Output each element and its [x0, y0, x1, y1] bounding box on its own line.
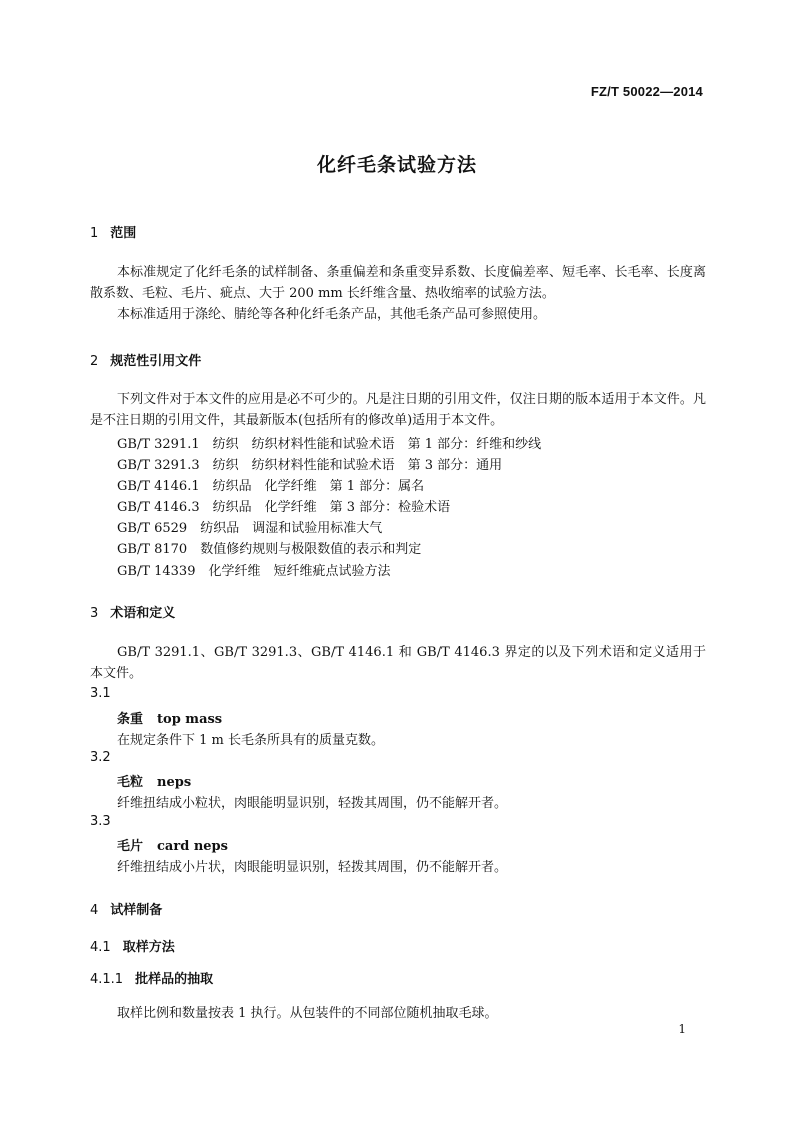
reference-item: GB/T 8170 数值修约规则与极限数值的表示和判定 [117, 542, 422, 557]
section-title: 规范性引用文件 [110, 354, 202, 369]
section-4-heading [90, 899, 162, 918]
sampling-paragraph: 取样比例和数量按表 1 执行。从包装件的不同部位随机抽取毛球。 [117, 1006, 498, 1021]
term-title [117, 835, 228, 854]
standard-code: FZ/T 50022—2014 [590, 84, 703, 99]
section-number: 3 [90, 606, 99, 621]
scope-paragraph-1: 本标准规定了化纤毛条的试样制备、条重偏差和条重变异系数、长度偏差率、短毛率、长毛率、长度离散系数、毛粒、毛片、疵点、大于 200 mm 长纤维含量、热收缩率的试验方法。 [90, 265, 706, 301]
section-number: 4.1.1 [90, 972, 124, 987]
section-number: 1 [90, 226, 99, 241]
section-1-heading [90, 222, 136, 241]
section-number: 4 [90, 903, 99, 918]
term-title [117, 771, 191, 790]
term-zh: 条重 [117, 712, 144, 727]
reference-item: GB/T 14339 化学纤维 短纤维疵点试验方法 [117, 564, 391, 579]
section-3-heading [90, 602, 175, 621]
reference-item: GB/T 4146.3 纺织品 化学纤维 第 3 部分：检验术语 [117, 500, 451, 515]
term-en: top mass [157, 712, 223, 727]
term-title [117, 708, 222, 727]
terms-intro: GB/T 3291.1、GB/T 3291.3、GB/T 4146.1 和 GB/T 4146.3 界定的以及下列术语和定义适用于本文件。 [90, 645, 706, 681]
page-number: 1 [678, 1022, 686, 1036]
document-title: 化纤毛条试验方法 [316, 154, 477, 176]
term-zh: 毛片 [117, 839, 144, 854]
section-title: 取样方法 [122, 940, 175, 955]
term-number: 3.3 [90, 814, 111, 829]
section-2-heading [90, 350, 201, 369]
references-intro: 下列文件对于本文件的应用是必不可少的。凡是注日期的引用文件，仅注日期的版本适用于本文件。凡是不注日期的引用文件，其最新版本(包括所有的修改单)适用于本文件。 [90, 392, 706, 428]
section-number: 2 [90, 354, 99, 369]
subsection-4-1-heading [90, 936, 175, 955]
section-number: 4.1 [90, 940, 111, 955]
section-title: 术语和定义 [110, 606, 176, 621]
term-zh: 毛粒 [117, 775, 144, 790]
term-en: neps [157, 775, 192, 790]
section-title: 试样制备 [110, 903, 163, 918]
reference-item: GB/T 4146.1 纺织品 化学纤维 第 1 部分：属名 [117, 479, 425, 494]
reference-item: GB/T 3291.1 纺织 纺织材料性能和试验术语 第 1 部分：纤维和纱线 [117, 437, 542, 452]
subsection-4-1-1-heading [90, 968, 213, 987]
section-title: 批样品的抽取 [135, 972, 214, 987]
term-definition: 纤维扭结成小粒状，肉眼能明显识别，轻拨其周围，仍不能解开者。 [117, 796, 508, 811]
reference-item: GB/T 6529 纺织品 调湿和试验用标准大气 [117, 521, 383, 536]
term-definition: 纤维扭结成小片状，肉眼能明显识别，轻拨其周围，仍不能解开者。 [117, 860, 508, 875]
scope-paragraph-2: 本标准适用于涤纶、腈纶等各种化纤毛条产品，其他毛条产品可参照使用。 [117, 307, 547, 322]
term-number: 3.1 [90, 686, 111, 701]
term-definition: 在规定条件下 1 m 长毛条所具有的质量克数。 [117, 733, 384, 748]
term-en: card neps [157, 839, 228, 854]
reference-item: GB/T 3291.3 纺织 纺织材料性能和试验术语 第 3 部分：通用 [117, 458, 503, 473]
section-title: 范围 [110, 226, 137, 241]
term-number: 3.2 [90, 750, 111, 765]
